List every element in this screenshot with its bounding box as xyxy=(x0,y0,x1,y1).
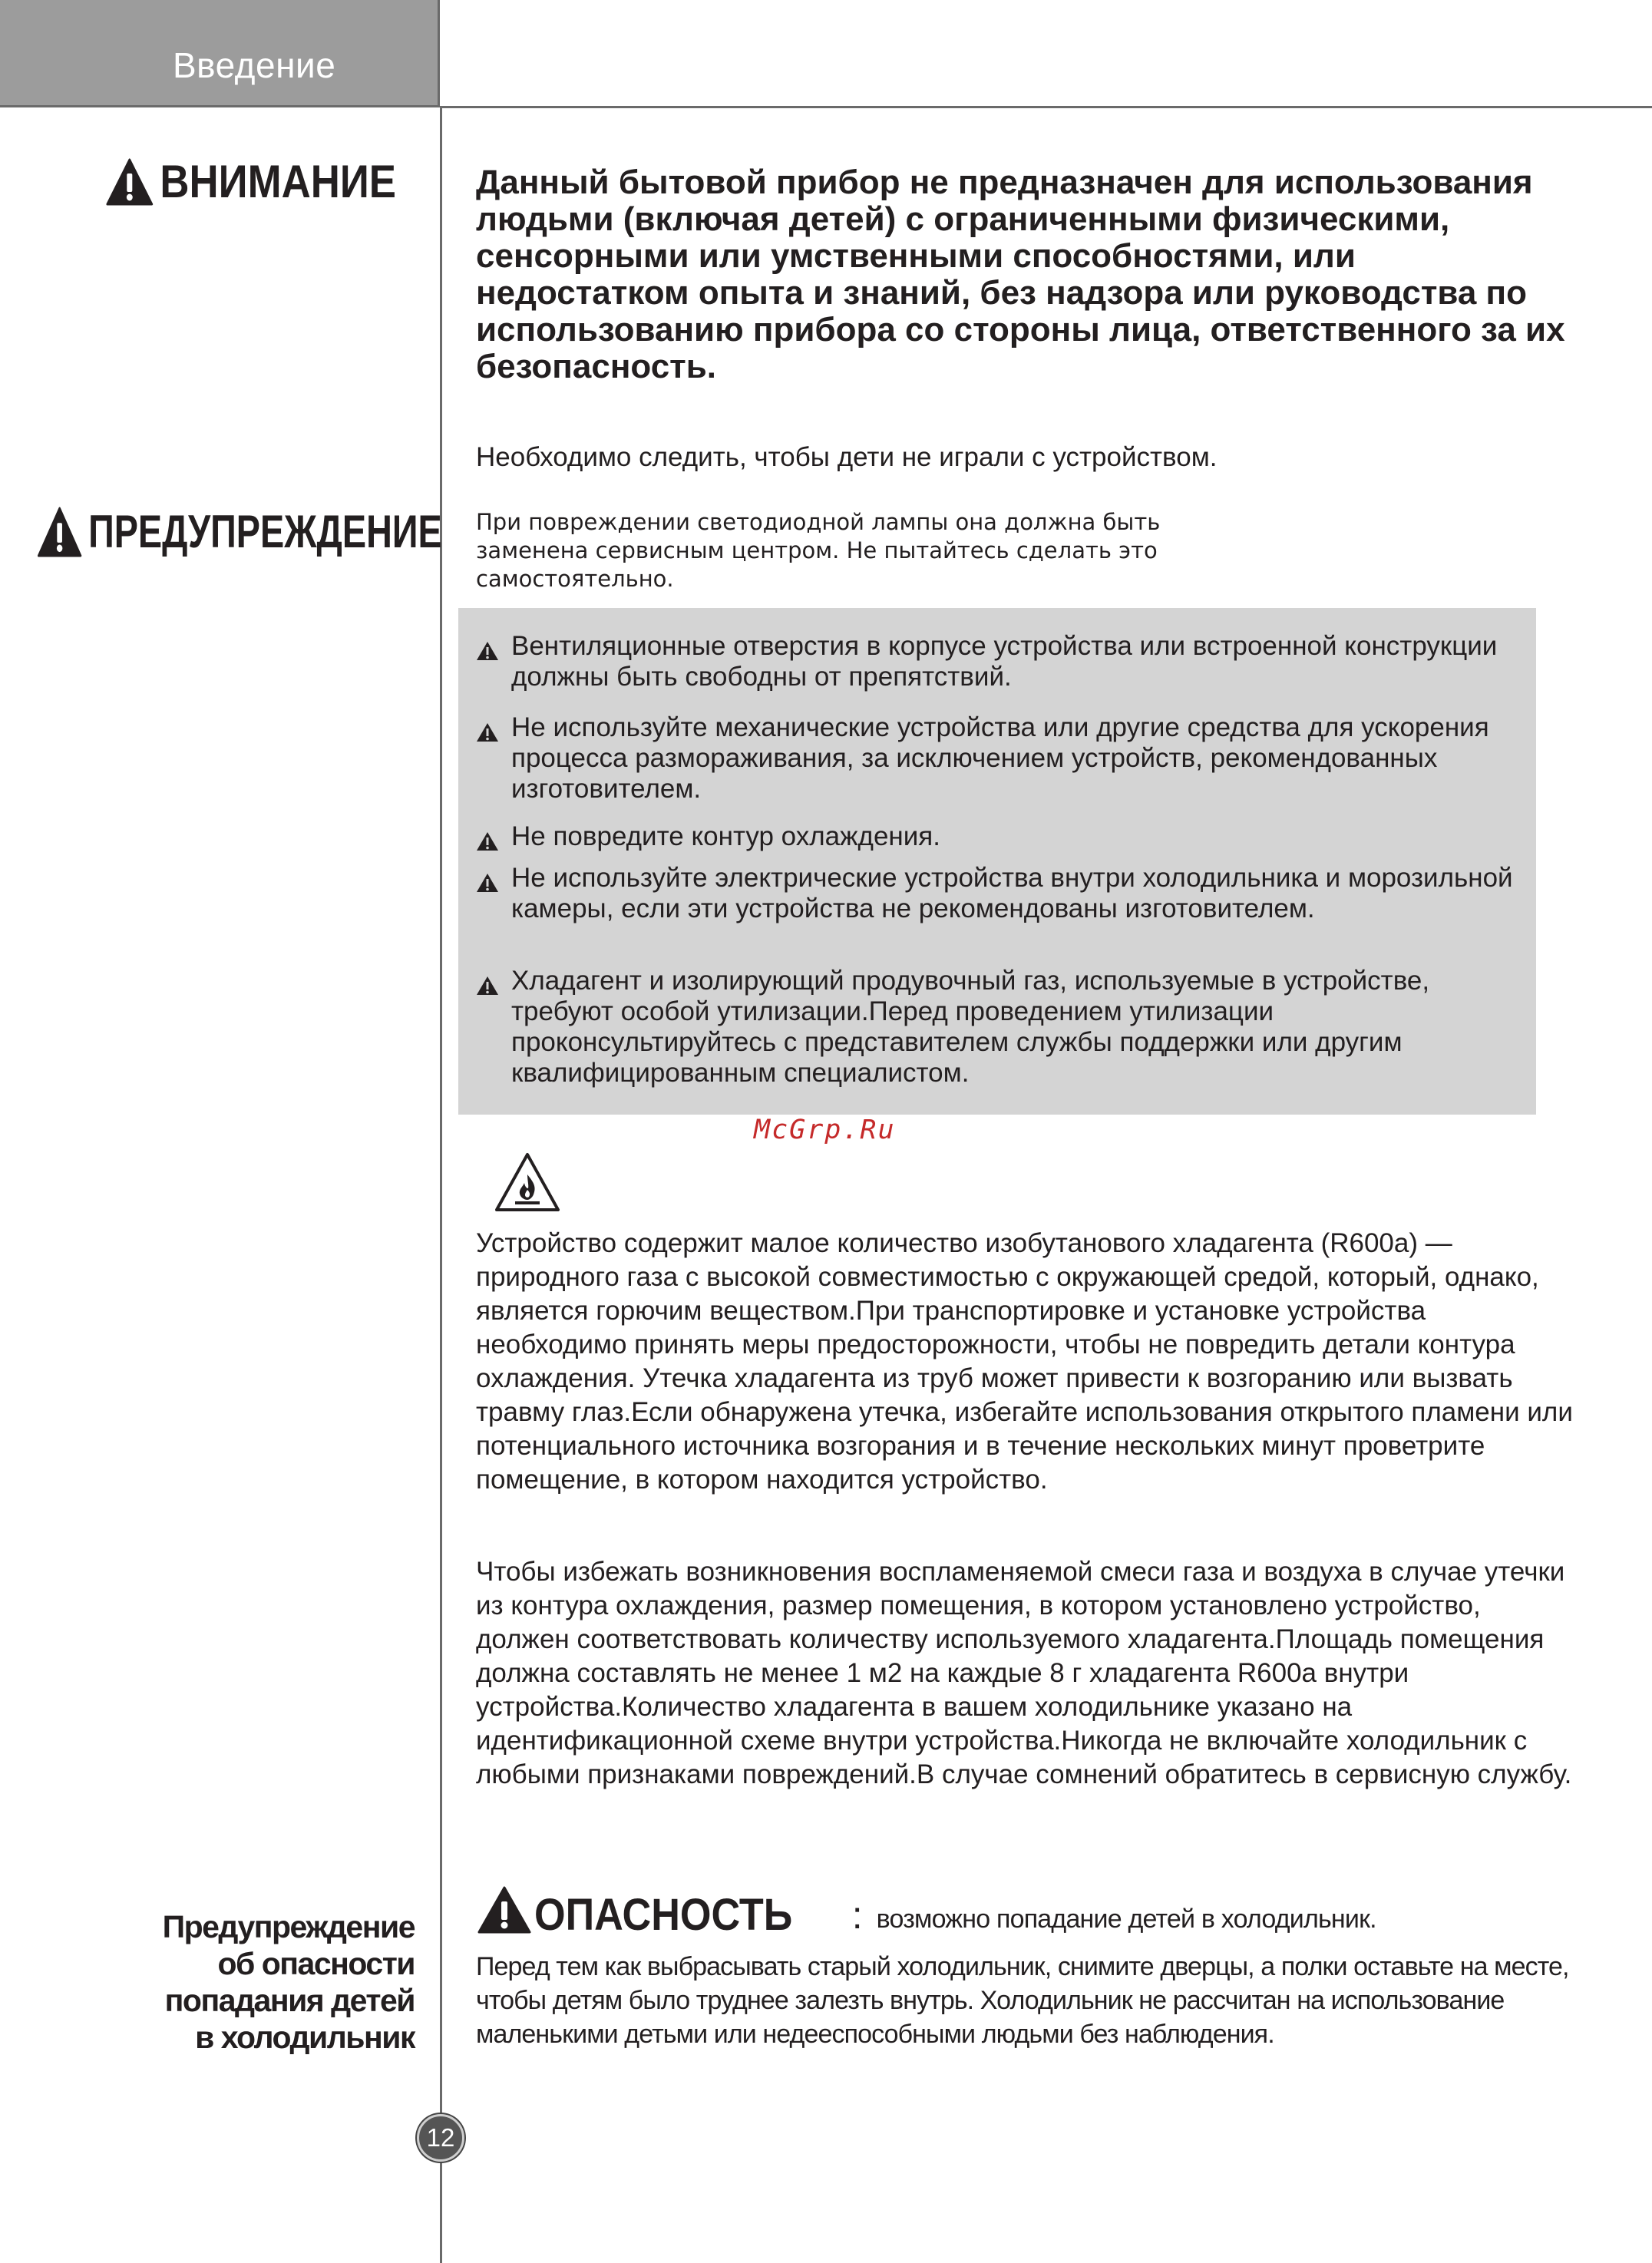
danger-label: ОПАСНОСТЬ xyxy=(534,1890,793,1940)
small-warning-icon xyxy=(476,863,511,924)
led-lamp-note: При повреждении светодиодной лампы она должна быть заменена сервисным центром. Не пытайтесь сделать это самостоятельно. xyxy=(476,509,1161,592)
danger-header xyxy=(477,1885,1376,1938)
list-item xyxy=(476,966,1535,1089)
bullet-text: Хладагент и изолирующий продувочный газ, используемые в устройстве, требуют особой утилизации.Перед проведением утилизации проконсультируйтесь с представителем службы поддержки или другим квалифицированным специалистом. xyxy=(511,966,1430,1088)
bullet-text: Не используйте электрические устройства внутри холодильника и морозильной камеры, если эти устройства не рекомендованы изготовителем. xyxy=(511,863,1513,923)
child-entrapment-heading xyxy=(77,1908,415,2056)
warning-triangle-icon xyxy=(477,1885,531,1938)
attention-bold-text: Данный бытовой прибор не предназначен для использования людьми (включая детей) с ограниченными физическими, сенсорными или умственными способностями, или недостатком опыта и знаний, без надзора или руководства по использованию прибора со стороны лица, ответственного за их безопасность. xyxy=(476,164,1565,385)
section-header-tab xyxy=(0,0,440,107)
list-item xyxy=(476,631,1535,692)
warning-triangle-icon xyxy=(106,158,154,206)
attention-label-text: ВНИМАНИЕ xyxy=(160,156,397,207)
heading-line: об опасности xyxy=(217,1946,415,1981)
bullet-text: Не повредите контур охлаждения. xyxy=(511,821,940,851)
warning-label xyxy=(37,505,442,558)
refrigerant-paragraph-1: Устройство содержит малое количество изобутанового хладагента (R600a) — природного газа с высокой совместимостью с окружающей средой, который, однако, является горючим веществом.При транспортировке и установке устройства необходимо принять меры предосторожности, чтобы не повредить детали контура охлаждения. Утечка хладагента из труб может привести к возгоранию или вызвать травму глаз.Если обнаружена утечка, избегайте использования открытого пламени или потенциального источника возгорания и в течение нескольких минут проветрите помещение, в котором находится устройство. xyxy=(476,1228,1573,1495)
warning-triangle-icon xyxy=(37,507,82,557)
bullet-text: Вентиляционные отверстия в корпусе устройства или встроенной конструкции должны быть свободны от препятствий. xyxy=(511,631,1498,692)
small-warning-icon xyxy=(476,712,511,804)
bullet-text: Не используйте механические устройства или другие средства для ускорения процесса размораживания, за исключением устройств, рекомендованных изготовителем. xyxy=(511,712,1489,804)
warning-label-text: ПРЕДУПРЕЖДЕНИЕ xyxy=(88,506,442,557)
heading-line: Предупреждение xyxy=(162,1909,415,1944)
list-item xyxy=(476,821,1535,858)
attention-note: Необходимо следить, чтобы дети не играли с устройством. xyxy=(476,442,1218,472)
flammable-warning-icon xyxy=(494,1151,561,1217)
danger-colon: : xyxy=(851,1894,863,1937)
list-item xyxy=(476,712,1535,804)
small-warning-icon xyxy=(476,966,511,1089)
header-divider xyxy=(440,106,1652,108)
small-warning-icon xyxy=(476,821,511,858)
small-warning-icon xyxy=(476,631,511,692)
heading-line: попадания детей xyxy=(164,1983,415,2018)
list-item xyxy=(476,863,1535,924)
heading-line: в холодильник xyxy=(195,2020,415,2055)
refrigerant-paragraph-2: Чтобы избежать возникновения воспламеняемой смеси газа и воздуха в случае утечки из контура охлаждения, размер помещения, в котором установлено устройство, должен соответствовать количеству используемого хладагента.Площадь помещения должна составлять не менее 1 м2 на каждые 8 г хладагента R600a внутри устройства.Количество хладагента в вашем холодильнике указано на идентификационной схеме внутри устройства.Никогда не включайте холодильник с любыми признаками повреждений.В случае сомнений обратитесь в сервисную службу. xyxy=(476,1557,1572,1789)
attention-label xyxy=(106,155,396,208)
section-title: Введение xyxy=(173,45,336,85)
page-number: 12 xyxy=(417,2114,464,2162)
danger-lead-text: возможно попадание детей в холодильник. xyxy=(876,1905,1376,1934)
watermark: McGrp.Ru xyxy=(754,1115,896,1145)
danger-body-text: Перед тем как выбрасывать старый холодильник, снимите дверцы, а полки оставьте на месте, чтобы детям было труднее залезть внутрь. Холодильник не рассчитан на использование маленькими детьми или недееспособными людьми без наблюдения. xyxy=(476,1952,1569,2049)
column-divider xyxy=(440,107,442,2263)
